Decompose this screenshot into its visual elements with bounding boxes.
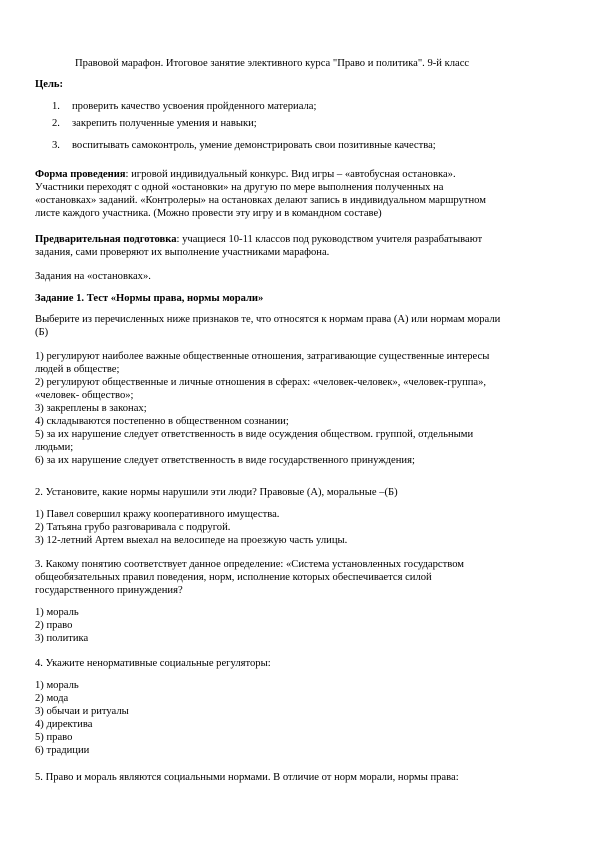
goal-text: проверить качество усвоения пройденного материала; (72, 101, 317, 112)
instruction-line: (Б) (35, 327, 49, 338)
list-item: 1) мораль (35, 680, 79, 691)
form-line: листе каждого участника. (Можно провести эту игру и в командном составе) (35, 208, 382, 219)
list-item: 6) за их нарушение следует ответственность в виде государственного принуждения; (35, 455, 415, 466)
prep-label: Предварительная подготовка (35, 234, 177, 245)
document-title: Правовой марафон. Итоговое занятие элективного курса "Право и политика". 9-й класс (75, 58, 470, 69)
task1-instruction (35, 313, 555, 339)
question-line: государственного принуждения? (35, 585, 183, 596)
list-item: 5) за их нарушение следует ответственность в виде осуждения обществом. группой, отдельными (35, 429, 474, 440)
list-item: людей в обществе; (35, 364, 120, 375)
list-item: 2) Татьяна грубо разговаривала с подругой. (35, 522, 231, 533)
question-3 (35, 558, 555, 597)
instruction-line: Выберите из перечисленных ниже признаков те, что относятся к нормам права (А) или нормам морали (35, 314, 501, 325)
goal-number: 2. (52, 118, 60, 129)
list-item: 4) складываются постепенно в общественном сознании; (35, 416, 289, 427)
list-item: 2) регулируют общественные и личные отношения в сферах: «человек-человек», «человек-группа», (35, 377, 487, 388)
goal-text: воспитывать самоконтроль, умение демонстрировать свои позитивные качества; (72, 140, 436, 151)
form-label: Форма проведения (35, 169, 126, 180)
list-item: 1) мораль (35, 607, 79, 618)
list-item: 3) закреплены в законах; (35, 403, 147, 414)
question-2-items (35, 508, 555, 547)
prep-paragraph (35, 233, 555, 259)
list-item: 1) Павел совершил кражу кооперативного имущества. (35, 509, 280, 520)
task1-heading: Задание 1. Тест «Нормы права, нормы морали» (35, 293, 264, 304)
question-5: 5. Право и мораль являются социальными нормами. В отличие от норм морали, нормы права: (35, 772, 459, 783)
form-line: «остановках» заданий. «Контролеры» на остановках делают запись в индивидуальном маршрутном (35, 195, 486, 206)
list-item: 2) мода (35, 693, 69, 704)
list-item: людьми; (35, 442, 74, 453)
task1-items (35, 350, 555, 467)
list-item: 5) право (35, 732, 73, 743)
form-paragraph (35, 168, 555, 220)
list-item: 3) 12-летний Артем выехал на велосипеде на проезжую часть улицы. (35, 535, 348, 546)
list-item: 1) регулируют наиболее важные общественные отношения, затрагивающие существенные интересы (35, 351, 490, 362)
list-item: 3) обычаи и ритуалы (35, 706, 129, 717)
question-2: 2. Установите, какие нормы нарушили эти люди? Правовые (А), моральные –(Б) (35, 487, 398, 498)
goal-text: закрепить полученные умения и навыки; (72, 118, 257, 129)
goal-number: 1. (52, 101, 60, 112)
goal-number: 3. (52, 140, 60, 151)
prep-line: задания, сами проверяют их выполнение участниками марафона. (35, 247, 330, 258)
question-3-items (35, 606, 555, 645)
question-line: 3. Какому понятию соответствует данное определение: «Система установленных государством (35, 559, 464, 570)
tasks-intro: Задания на «остановках». (35, 271, 151, 282)
list-item: 2) право (35, 620, 73, 631)
list-item: 6) традиции (35, 745, 90, 756)
question-4: 4. Укажите ненормативные социальные регуляторы: (35, 658, 271, 669)
prep-line: : учащиеся 10-11 классов под руководством учителя разрабатывают (176, 234, 483, 245)
list-item: «человек- общество»; (35, 390, 134, 401)
question-4-items (35, 679, 555, 757)
list-item: 4) директива (35, 719, 93, 730)
question-line: общеобязательных правил поведения, норм, исполнение которых обеспечивается силой (35, 572, 432, 583)
form-line: Участники переходят с одной «остановки» на другую по мере выполнения полученных на (35, 182, 444, 193)
form-line: : игровой индивидуальный конкурс. Вид игры – «автобусная остановка». (125, 169, 456, 180)
goal-label: Цель: (35, 79, 64, 90)
list-item: 3) политика (35, 633, 89, 644)
